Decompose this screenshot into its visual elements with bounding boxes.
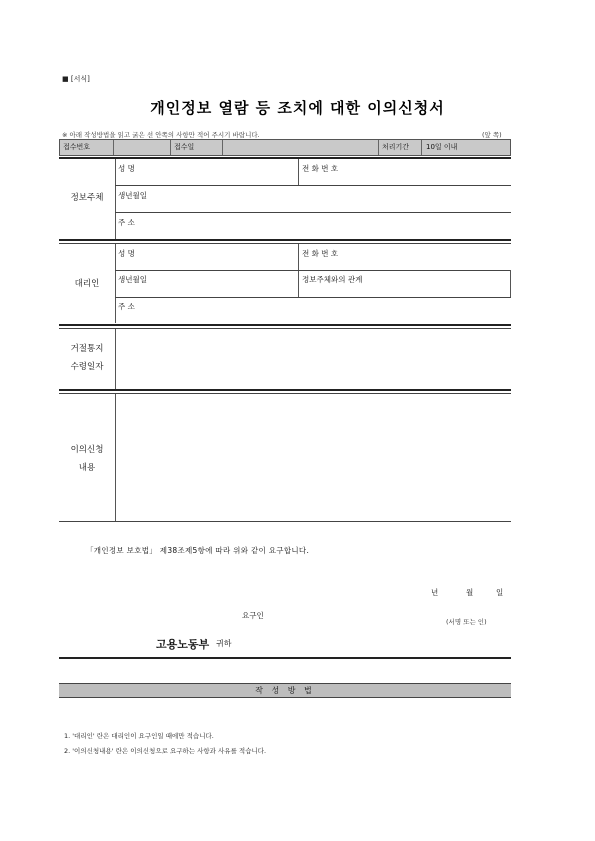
page-side-label: (앞 쪽): [482, 131, 502, 139]
date-year-label: 년: [431, 588, 439, 597]
guide-item-1: 1. '대리인' 란은 대리인이 요구인일 때에만 적습니다.: [64, 732, 214, 740]
agent-name-label: 성 명: [118, 249, 135, 258]
recipient-name: 고용노동부: [156, 638, 210, 651]
guide-title-bar: 작 성 방 법: [59, 683, 511, 698]
signature-label: (서명 또는 인): [446, 618, 487, 626]
receipt-date-label: 접수일: [174, 143, 195, 151]
receipt-number-label: 접수번호: [63, 143, 91, 151]
refusal-date-field[interactable]: [118, 331, 508, 387]
receipt-divider: [113, 140, 114, 155]
receipt-divider: [222, 140, 223, 155]
field-border: [510, 270, 511, 297]
receipt-divider: [421, 140, 422, 155]
instruction-note: ※ 아래 작성방법을 읽고 굵은 선 안쪽의 사항만 적어 주시기 바랍니다.: [62, 131, 260, 139]
section-top-border: [59, 157, 511, 159]
section-border: [59, 243, 511, 244]
recipient-suffix: 귀하: [216, 639, 232, 648]
agent-section-label: 대리인: [74, 279, 100, 289]
applicant-label: 요구인: [242, 611, 264, 620]
section-label-divider: [115, 159, 116, 239]
section-border: [59, 239, 511, 241]
row-divider: [115, 270, 511, 271]
form-type-label: ■ [서식]: [62, 75, 90, 83]
processing-period-value: 10일 이내: [426, 143, 458, 151]
row-divider: [115, 297, 511, 298]
agent-phone-label: 전 화 번 호: [302, 249, 339, 258]
subject-phone-label: 전 화 번 호: [302, 164, 339, 173]
agent-birth-label: 생년월일: [118, 275, 147, 284]
refusal-label-line2: 수령일자: [70, 362, 104, 372]
section-label-divider: [115, 394, 116, 521]
section-border: [59, 389, 511, 391]
subject-name-label: 성 명: [118, 164, 135, 173]
footer-divider: [59, 657, 511, 659]
section-border: [59, 328, 511, 329]
receipt-number-field[interactable]: [117, 140, 169, 155]
date-day-label: 일: [496, 588, 504, 597]
document-title: 개인정보 열람 등 조치에 대한 이의신청서: [150, 99, 445, 117]
row-divider: [115, 185, 511, 186]
receipt-divider: [170, 140, 171, 155]
field-divider: [298, 159, 299, 185]
section-bottom-border: [59, 521, 511, 522]
field-divider: [298, 244, 299, 298]
agent-address-label: 주 소: [118, 302, 135, 311]
section-border: [59, 393, 511, 394]
objection-label-line1: 이의신청: [70, 445, 104, 455]
section-label-divider: [115, 244, 116, 323]
guide-item-2: 2. '이의신청내용' 란은 이의신청으로 요구하는 사항과 사유를 적습니다.: [64, 747, 267, 755]
section-label-divider: [115, 329, 116, 389]
processing-period-label: 처리기간: [382, 143, 410, 151]
objection-label-line2: 내용: [78, 463, 96, 473]
subject-section-label: 정보주체: [70, 193, 104, 203]
section-border: [59, 324, 511, 326]
agent-relation-label: 정보주체와의 관계: [302, 275, 363, 284]
date-month-label: 월: [466, 588, 474, 597]
row-divider: [115, 212, 511, 213]
receipt-date-field[interactable]: [226, 140, 376, 155]
receipt-bar: [59, 139, 511, 156]
subject-birth-label: 생년월일: [118, 191, 147, 200]
subject-address-label: 주 소: [118, 218, 135, 227]
receipt-divider: [378, 140, 379, 155]
refusal-label-line1: 거절통지: [70, 344, 104, 354]
legal-statement: 「개인정보 보호법」 제38조제5항에 따라 위와 같이 요구합니다.: [86, 546, 310, 555]
objection-content-field[interactable]: [118, 397, 508, 518]
